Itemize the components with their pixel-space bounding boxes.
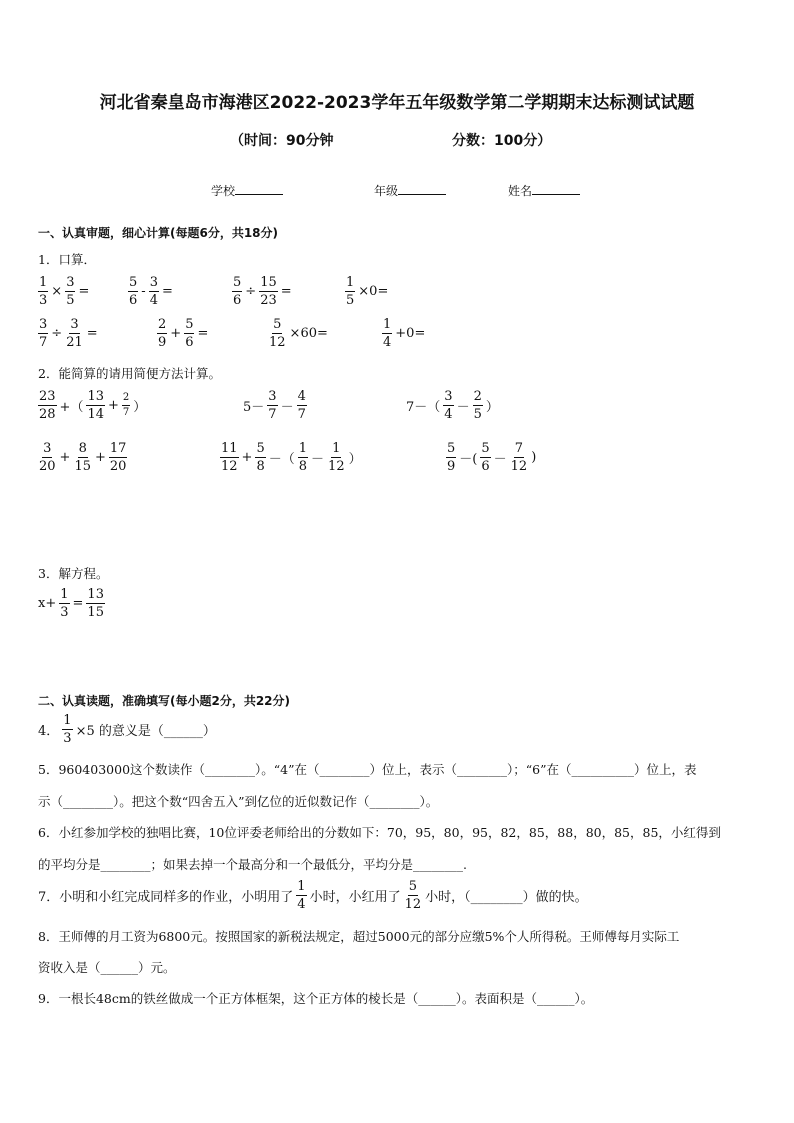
q3-equation: x+ $\frac{1}{3}$ = $\frac{13}{15}$	[38, 587, 104, 620]
fraction: $\frac{13}{14}$	[87, 389, 104, 422]
grade-field[interactable]	[374, 182, 446, 199]
fraction: $\frac{1}{12}$	[328, 441, 345, 474]
school-blank[interactable]	[235, 182, 283, 195]
fraction: $\frac{1}{3}$	[60, 587, 69, 620]
fraction: $\frac{13}{15}$	[87, 587, 104, 620]
page-title: 河北省秦皇岛市海港区2022-2023学年五年级数学第二学期期末达标测试试题	[99, 93, 695, 113]
q1-item: $\frac{3}{7}$ ÷ $\frac{3}{21}$ =	[39, 317, 98, 350]
fraction: $\frac{4}{7}$	[297, 389, 306, 422]
fraction: $\frac{1}{8}$	[298, 441, 308, 474]
fraction: $\frac{3}{21}$	[66, 317, 83, 350]
q1-item: $\frac{1}{5}$ ×0=	[346, 275, 389, 308]
fraction: $\frac{5}{9}$	[447, 441, 456, 474]
exam-time: （时间：90分钟	[230, 133, 334, 149]
q9[interactable]: 9．一根长48cm的铁丝做成一个正方体框架，这个正方体的棱长是（______）。表面积是（______）。	[38, 991, 594, 1006]
q7: 7．小明和小红完成同样多的作业，小明用了 $\frac{1}{4}$ 小时，小红用了 $\frac{5}{12}$ 小时，（________）做的快。	[38, 879, 588, 912]
fraction: $\frac{2}{9}$	[158, 317, 167, 350]
q1-item: $\frac{1}{3}$ × $\frac{3}{5}$ =	[39, 275, 90, 308]
q2-expr-1: $\frac{23}{28}$ +（ $\frac{13}{14}$ + $\frac{2}{7}$ ）	[39, 389, 147, 422]
q6-line2[interactable]: 的平均分是________；如果去掉一个最高分和一个最低分，平均分是________.	[38, 857, 467, 872]
fraction: $\frac{3}{4}$	[444, 389, 453, 422]
name-label: 姓名	[508, 184, 533, 198]
q1-item: $\frac{1}{4}$ +0=	[383, 317, 426, 350]
fraction: $\frac{8}{15}$	[74, 441, 91, 474]
q2-expr-6: $\frac{5}{9}$ －( $\frac{5}{6}$ － $\frac{7}{12}$ )	[447, 441, 537, 474]
name-field[interactable]	[508, 182, 580, 199]
q2-expr-4: $\frac{3}{20}$ + $\frac{8}{15}$ + $\frac{17}{20}$	[39, 441, 127, 474]
q1-label: 1．口算．	[38, 252, 96, 267]
q2-expr-5: $\frac{11}{12}$ + $\frac{5}{8}$ －（ $\frac{1}{8}$ － $\frac{1}{12}$ ）	[221, 441, 362, 474]
fraction: $\frac{3}{20}$	[39, 441, 56, 474]
fraction: $\frac{2}{5}$	[473, 389, 482, 422]
q4: 4． $\frac{1}{3}$ ×5 的意义是（______）	[38, 713, 216, 746]
section1-heading: 一、认真审题，细心计算(每题6分，共18分)	[38, 226, 279, 240]
fraction: $\frac{1}{4}$	[297, 879, 306, 912]
fraction: $\frac{5}{6}$	[233, 275, 242, 308]
fraction: $\frac{7}{12}$	[510, 441, 528, 474]
school-label: 学校	[211, 184, 236, 198]
fraction: $\frac{5}{6}$	[185, 317, 194, 350]
fraction: $\frac{3}{7}$	[268, 389, 277, 422]
q2-expr-3: 7－（ $\frac{3}{4}$ － $\frac{2}{5}$ ）	[406, 389, 499, 422]
fraction: $\frac{5}{6}$	[481, 441, 490, 474]
q8-line1: 8．王师傅的月工资为6800元。按照国家的新税法规定，超过5000元的部分应缴5%个人所得税。王师傅每月实际工	[38, 929, 680, 944]
q1-item: $\frac{5}{6}$ ÷ $\frac{15}{23}$ =	[233, 275, 292, 308]
q5-line2[interactable]: 示（________）。把这个数“四舍五入”到亿位的近似数记作（________）。	[38, 794, 439, 809]
q5-line1[interactable]: 5．960403000这个数读作（________）。“4”在（________）位上，表示（________）；“6”在（__________）位上，表	[38, 762, 697, 777]
q8-line2[interactable]: 资收入是（______）元。	[38, 960, 176, 975]
school-field[interactable]	[211, 182, 283, 199]
fraction: $\frac{11}{12}$	[221, 441, 238, 474]
fraction: $\frac{3}{5}$	[66, 275, 75, 308]
name-blank[interactable]	[532, 182, 580, 195]
fraction: $\frac{1}{4}$	[383, 317, 392, 350]
exam-score: 分数：100分）	[452, 133, 552, 149]
q1-item: $\frac{2}{9}$ + $\frac{5}{6}$ =	[158, 317, 209, 350]
fraction: $\frac{5}{8}$	[256, 441, 265, 474]
fraction: $\frac{23}{28}$	[39, 389, 56, 422]
grade-label: 年级	[374, 184, 399, 198]
fraction: $\frac{17}{20}$	[109, 441, 127, 474]
fraction: $\frac{1}{3}$	[39, 275, 48, 308]
q6-line1: 6．小红参加学校的独唱比赛，10位评委老师给出的分数如下：70，95，80，95，82，85，88，80，85，85，小红得到	[38, 825, 721, 840]
q1-item: $\frac{5}{12}$ ×60=	[269, 317, 328, 350]
fraction: $\frac{3}{7}$	[39, 317, 48, 350]
fraction: $\frac{5}{12}$	[269, 317, 286, 350]
fraction: $\frac{2}{7}$	[122, 392, 130, 418]
fraction: $\frac{5}{6}$	[129, 275, 138, 308]
fraction: $\frac{5}{12}$	[404, 879, 422, 912]
grade-blank[interactable]	[398, 182, 446, 195]
q2-label: 2．能简算的请用简便方法计算。	[38, 366, 221, 381]
fraction: $\frac{1}{3}$	[63, 713, 72, 746]
fraction: $\frac{3}{4}$	[149, 275, 158, 308]
q3-label: 3．解方程。	[38, 566, 109, 581]
fraction: $\frac{1}{5}$	[346, 275, 355, 308]
q2-expr-2: 5－ $\frac{3}{7}$ － $\frac{4}{7}$	[243, 389, 306, 422]
section2-heading: 二、认真读题，准确填写(每小题2分，共22分)	[38, 694, 291, 708]
q4-answer-blank[interactable]: ×5 的意义是（______）	[75, 724, 216, 739]
fraction: $\frac{15}{23}$	[260, 275, 277, 308]
q7-answer-blank[interactable]: 小时，（________）做的快。	[425, 890, 588, 905]
q1-item: $\frac{5}{6}$ - $\frac{3}{4}$ =	[129, 275, 173, 308]
